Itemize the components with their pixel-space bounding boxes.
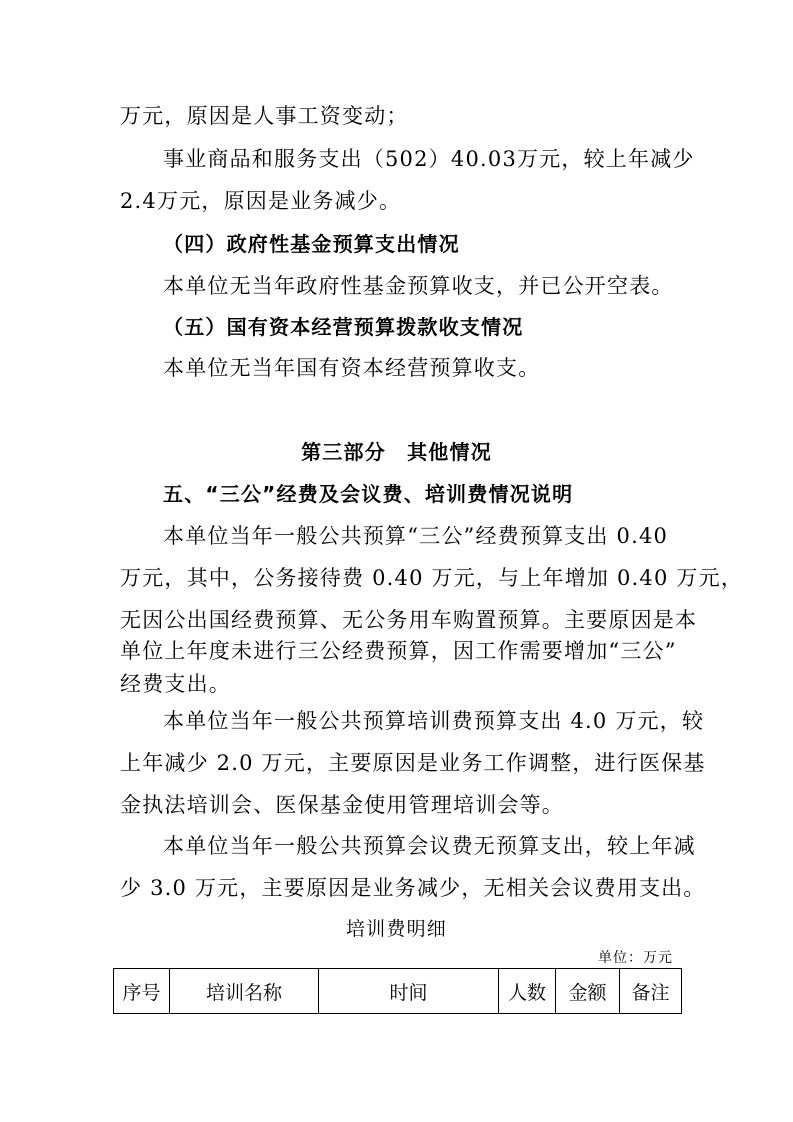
paragraph-line: 经费支出。 [120, 672, 231, 696]
part-title: 第三部分 其他情况 [301, 440, 492, 464]
subsection-heading: （四）政府性基金预算支出情况 [163, 232, 460, 256]
header-cell-remarks: 备注 [620, 969, 682, 1014]
header-cell-time: 时间 [319, 969, 499, 1014]
paragraph-line: 本单位当年一般公共预算“三公”经费预算支出 0.40 [163, 524, 669, 548]
header-cell-index: 序号 [114, 969, 170, 1014]
header-cell-amount: 金额 [556, 969, 620, 1014]
header-cell-training-name: 培训名称 [170, 969, 319, 1014]
paragraph-line: 本单位无当年国有资本经营预算收支。 [163, 356, 541, 380]
paragraph-line: 万元，其中，公务接待费 0.40 万元，与上年增加 0.40 万元， [120, 566, 744, 590]
subsection-heading: （五）国有资本经营预算拨款收支情况 [163, 315, 524, 339]
training-fee-table [113, 968, 682, 1014]
table-unit-label: 单位：万元 [598, 950, 673, 966]
paragraph-line: 单位上年度未进行三公经费预算，因工作需要增加“三公” [120, 639, 677, 663]
paragraph-line: 本单位无当年政府性基金预算收支，并已公开空表。 [163, 274, 674, 298]
header-cell-headcount: 人数 [499, 969, 556, 1014]
paragraph-line: 事业商品和服务支出（502）40.03万元，较上年减少 [163, 147, 695, 171]
paragraph-line: 本单位当年一般公共预算会议费无预算支出，较上年减 [163, 834, 696, 858]
table-title: 培训费明细 [345, 918, 447, 940]
section-heading: 五、“三公”经费及会议费、培训费情况说明 [163, 482, 574, 506]
paragraph-line: 上年减少 2.0 万元，主要原因是业务工作调整，进行医保基 [120, 751, 706, 775]
paragraph-line: 万元，原因是人事工资变动； [120, 104, 409, 128]
paragraph-line: 本单位当年一般公共预算培训费预算支出 4.0 万元，较 [163, 709, 705, 733]
paragraph-line: 2.4万元，原因是业务减少。 [120, 189, 402, 213]
paragraph-line: 金执法培训会、医保基金使用管理培训会等。 [120, 793, 564, 817]
table-header-row [114, 969, 682, 1014]
paragraph-line: 少 3.0 万元，主要原因是业务减少，无相关会议费用支出。 [120, 876, 706, 900]
paragraph-line: 无因公出国经费预算、无公务用车购置预算。主要原因是本 [120, 608, 698, 632]
